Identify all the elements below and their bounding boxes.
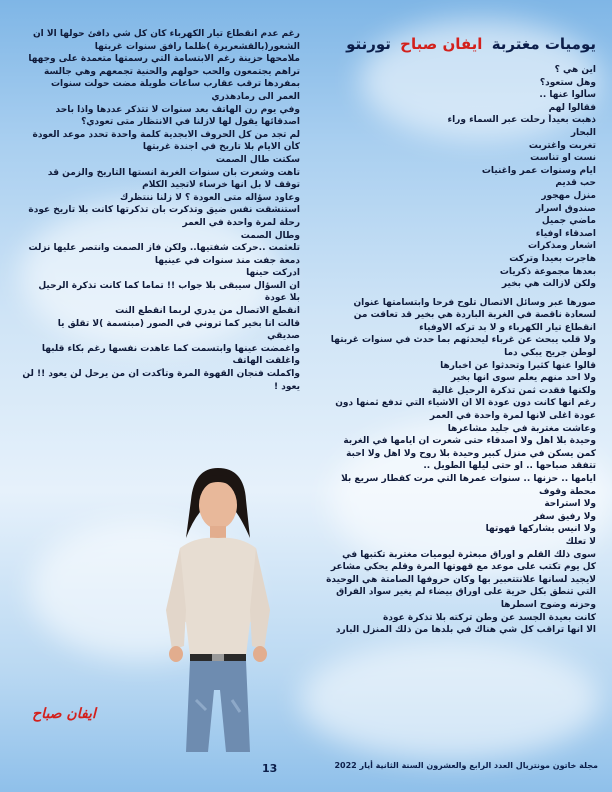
text-line: واكملت فنجان القهوة المرة وتأكدت ان من يرحل لن يعود !! لن xyxy=(22,369,300,380)
text-line: لم تجد من كل الحروف الابجدية كلمة واحدة تحدد موعد العودة xyxy=(32,129,300,140)
author-signature: ايفان صباح xyxy=(32,706,96,722)
text-line: بلا عودة xyxy=(264,293,300,304)
text-line: بمفردها ترقب عقارب ساعات طويلة مضت حولت سنوات xyxy=(50,79,300,90)
text-line: ملامحها حزينة رغم الابتسامة التي رسمتها متعمدة على وجهها xyxy=(28,54,300,65)
text-line: كل يوم تكتب على موعد مع قهوتها المرة وقلم يحكي مشاعر xyxy=(330,562,596,573)
text-line: سوى ذلك القلم و اوراق مبعثرة ليوميات مغتربة تكتبها في xyxy=(342,549,596,560)
page-number: 13 xyxy=(262,762,278,775)
text-line: لايجيد لسانها علانتتعبير بها وكان حروفها الصامتة هي الوحيدة xyxy=(326,574,596,585)
text-line: وعاود سؤاله متى العودة ؟ لا زلنا ننتظرك xyxy=(119,192,300,203)
title-author: ايفان صباح xyxy=(400,35,483,53)
text-line: كأن الايام بلا تاريخ في اجندة غربتها xyxy=(142,142,300,153)
text-line: واغمضت عينها وابتسمت كما عاهدت نفسها رغم بكاء قلبها xyxy=(41,343,300,354)
text-line: وطال الصمت xyxy=(240,230,300,241)
text-line: واغلقت الهاتف xyxy=(232,356,300,367)
article-title xyxy=(308,34,596,54)
text-line: وحيدة بلا اهل ولا اصدقاء حتى شعرت ان ايامها في الغربة xyxy=(343,436,596,447)
text-line: نست او تناست xyxy=(530,153,596,164)
text-line: قالت انا بخير كما تروني في الصور (مبتسمة )لا تقلق يا xyxy=(57,318,300,329)
text-line: تراهم يجتمعون والحب حولهم والحنية تجمعهم وهي جالسة xyxy=(44,66,300,77)
author-photo xyxy=(146,460,286,760)
text-line: رغم عدم انقطاع تيار الكهرباء كان كل شي دافئ حولها الا ان xyxy=(33,29,300,39)
text-line: منزل مهجور xyxy=(541,190,596,201)
text-line: ان السؤال سيبقى بلا جواب !! تماما كما كانت تذكرة الرحيل xyxy=(38,280,300,291)
text-line: اين هي ؟ xyxy=(554,65,596,75)
text-line: ولا قلب يبحث عن غرباء ليحدثهم بما حدث في سنوات غربتها xyxy=(330,335,596,346)
text-line: لوطن جريح يبكي دما xyxy=(504,348,596,359)
text-line: دمعة جفت منذ سنوات في عينيها xyxy=(154,255,300,266)
text-line: صورها عبر وسائل الاتصال تلوح فرحا وابتسامتها عنوان xyxy=(353,297,596,308)
text-line: رغم انها كانت دون عودة الا ان الاشياء التي تدفع ثمنها دون xyxy=(335,398,596,409)
text-line: هاجرت بعيدا وتركت xyxy=(509,253,596,264)
text-line: كانت بعيدة الجسد عن وطن تركته بلا تذكرة عودة xyxy=(383,612,596,623)
title-city: تورنتو xyxy=(346,35,391,53)
text-line: حب قديم xyxy=(555,178,596,189)
poem-block xyxy=(308,64,596,291)
text-line: صندوق اسرار xyxy=(535,203,596,214)
right-column xyxy=(308,28,596,637)
text-line: اصدقاء اوفياء xyxy=(535,228,596,239)
text-line: لا تعلك xyxy=(565,536,596,547)
text-line: وعاشت مغتربة في جليد مشاعرها xyxy=(447,423,596,434)
text-line: قالوا عنها كثيرا وتحدثوا عن اخبارها xyxy=(440,360,596,371)
text-line: العمر الى رمادهذري xyxy=(211,91,300,102)
text-line: تتفقد صباحها .. او حتى ليلها الطويل .. xyxy=(423,461,596,472)
text-line: انقطاع تيار الكهرباء و لا بد تركه الاوفياء xyxy=(419,322,596,333)
text-line: انقطع الاتصال من يدري لربما انقطع النت xyxy=(115,306,300,317)
text-line: التي تنطق بكل حرية على اوراق بيضاء لم يغير سواد الفراق xyxy=(336,587,596,598)
text-line: ذهبت بعيداً رحلت عبر السماء وراء xyxy=(447,115,596,126)
text-line: محطة وقوف xyxy=(538,486,596,497)
text-line: لسعادة ناقصة في الغربة الباردة هي بخير قد تعافت من xyxy=(353,310,596,321)
text-line: تاهت وشعرت بان سنوات الغربة انستها التاريخ والزمن قد xyxy=(47,167,300,178)
left-paragraph xyxy=(18,28,300,393)
text-line: وحزنه وضوح اسطرها xyxy=(500,599,596,610)
text-line: توقف لا بل انها خرساء لاتجيد الكلام xyxy=(142,180,300,191)
text-line: صديقي xyxy=(267,331,300,342)
text-line: تلعثمت ..حركت شفتيها.. ولكن فاز الصمت وانتصر عليها نزلت xyxy=(28,243,300,254)
text-line: ولا استراحة xyxy=(544,499,596,510)
text-line: ايامها .. حزنها .. سنوات عمرها التي مرت كقطار سريع بلا xyxy=(341,474,596,484)
text-line: استنشقت نفس ضيق وتذكرت بان تذكرتها كانت بلا تاريخ عودة xyxy=(28,205,300,216)
text-line: فقالوا لهم xyxy=(548,102,596,113)
text-line: ايام وسنوات عمر واغنيات xyxy=(481,165,596,176)
text-line: كمن يسكن في منزل كبير وحيدة بلا روح ولا اهل ولا احبة xyxy=(346,448,596,459)
text-line: يعود ! xyxy=(274,381,300,392)
text-line: اشعار ومذكرات xyxy=(527,241,596,252)
text-line: ماضي جميل xyxy=(541,216,596,227)
text-line: عودة اغلى لانها لمرة واحدة في العمر xyxy=(429,411,596,422)
text-line: ولكنها فقدت ثمن تذكرة الرحيل غالية xyxy=(431,385,596,396)
text-line: وفي يوم رن الهاتف بعد سنوات لا تتذكر عددها واذا باحد xyxy=(55,104,300,115)
page-footer: مجلة خاتون مونتريال العدد الرابع والعشرون السنة الثانية أيار 2022 xyxy=(334,761,598,770)
text-line: بعدها مجموعة ذكريات xyxy=(499,266,596,277)
title-main: يوميات مغتربة xyxy=(491,35,596,53)
text-line: تغربت واغتربت xyxy=(528,140,596,151)
text-line: ولا انيس يشاركها قهوتها xyxy=(485,524,596,535)
text-line: سألوا عنها .. xyxy=(539,90,596,101)
text-line: اصدقائها يقول لها لازلنا في الانتظار متى تعودي؟ xyxy=(81,117,300,128)
text-line: الشعور(بالقشعريرة )ظلما رافق سنوات غربتها xyxy=(94,41,300,52)
left-column xyxy=(18,28,300,393)
text-line: البحار xyxy=(570,127,596,138)
text-line: الا انها تراقب كل شي هناك في بلدها من ذلك المنزل البارد xyxy=(335,625,596,636)
text-line: ولا رفيق سفر xyxy=(533,511,596,522)
text-line: ولكن لازالت هي بخير xyxy=(501,279,596,290)
text-line: وهل ستعود؟ xyxy=(539,77,596,88)
text-line: رحلة لمرة واحدة في العمر xyxy=(182,217,300,228)
text-line: سكتت طال الصمت xyxy=(215,154,300,165)
text-line: ادركت حينها xyxy=(246,268,300,279)
text-line: ولا احد منهم يعلم سوى انها بخير xyxy=(451,373,596,384)
right-paragraph xyxy=(308,297,596,637)
